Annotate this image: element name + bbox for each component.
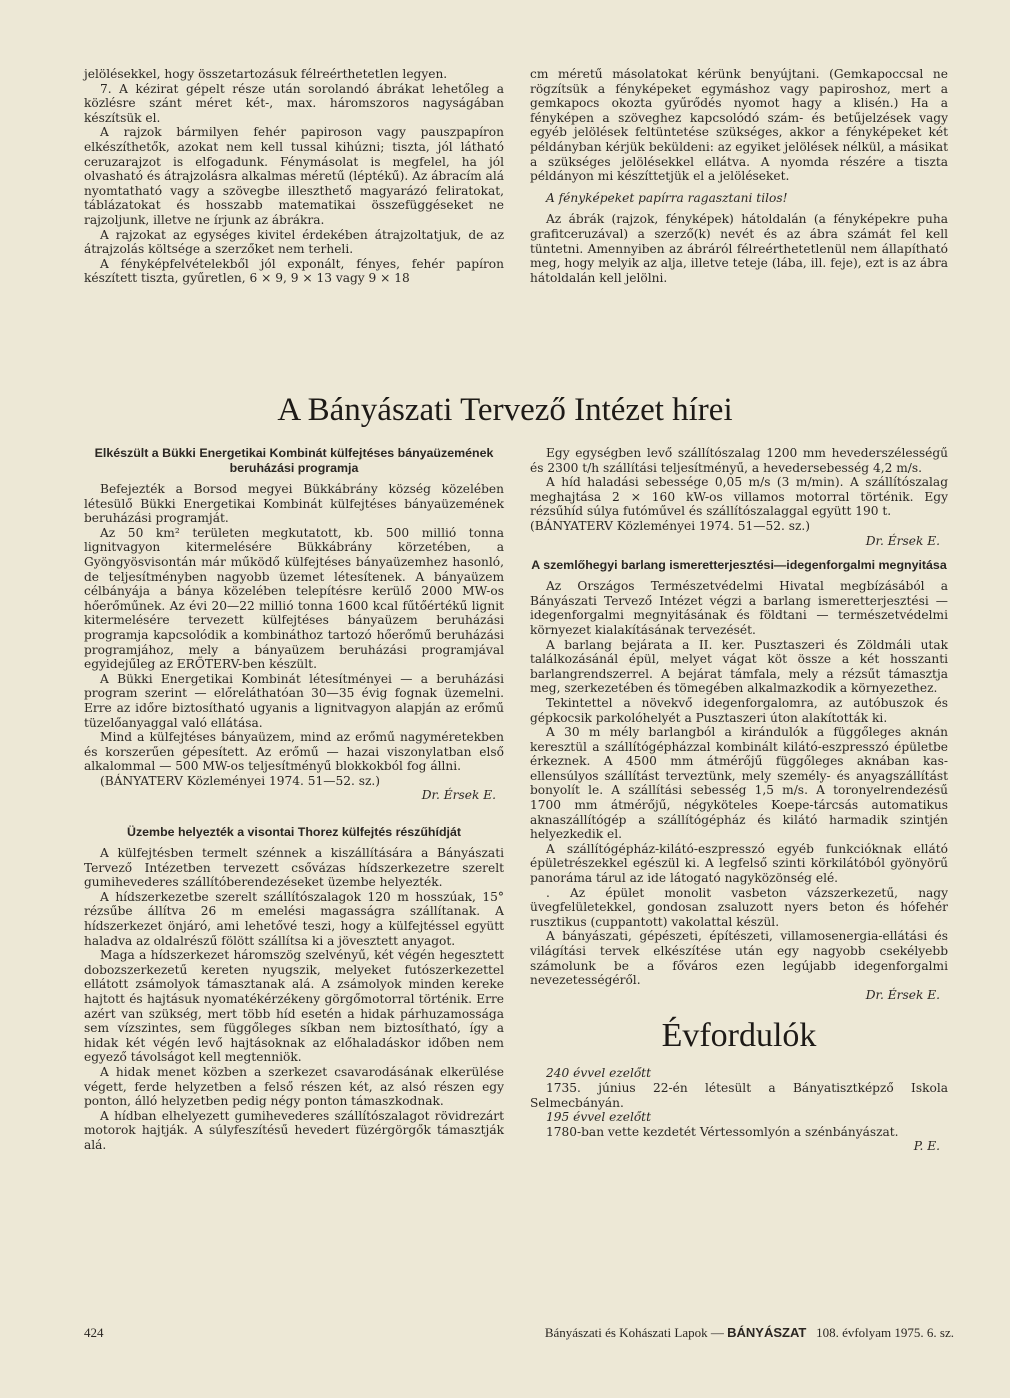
anniversaries-title: Évfordulók <box>661 1017 817 1055</box>
paragraph: A rajzokat az egységes kivitel érdekében átrajzoltatjuk, de az átrajzolás költsége a szerzőket nem terheli. <box>84 227 504 257</box>
anniversary-ago: 240 évvel ezelőtt <box>546 1066 651 1081</box>
issue-info: 108. évfolyam 1975. 6. sz. <box>816 1325 954 1340</box>
top-left-column <box>84 67 504 286</box>
article-title: Elkészült a Bükki Energetikai Kombinát külfejtéses bányaüzemének beruházási programja <box>94 446 494 475</box>
paragraph: jelölésekkel, hogy összetartozásuk félreérthetetlen legyen. <box>84 67 448 81</box>
paragraph: Az Országos Természetvédelmi Hivatal megbízásából a Bányászati Tervező Intézet végzi a barlang ismeretterjesztési — idegenforgalmi megnyitásának és földtani — természetvédelmi környezet kialakításának tervezését. <box>530 579 948 637</box>
paragraph: Maga a hídszerkezet háromszög szelvényű, két végén hegesztett dobozszerkezetű kereten nyugszik, melyeket futószerkezettel ellátott zsámolyok támasztanak alá. A zsámolyok minden kereke hajtott és hajtásuk nyomatékérzékeny görgőmotorral történik. Erre azért van szükség, mert több híd esetén a hidak párhuzamossága sem vízszintes, sem függőleges síkban nem biztosítható, így a hidak két végén levő hajtásoknak az előhaladáskor időben nem egyező távolságot kell megtenniök. <box>84 948 504 1065</box>
signature: Dr. Érsek E. <box>865 533 940 548</box>
paragraph: A fényképfelvételekből jól exponált, fényes, fehér papíron készített tiszta, gyűretlen, 6 × 9, 9 × 13 vagy 9 × 18 <box>84 256 504 286</box>
paragraph: A Bükki Energetikai Kombinát létesítményei — a beruházási program szerint — előreláthatóan 30—35 évig fognak üzemelni. Erre az időre biztosítható ugyanis a lignitvagyon alapján az erőmű tüzelőanyaggal való ellátása. <box>84 671 504 730</box>
journal-name: Bányászati és Kohászati Lapok — <box>544 1325 724 1340</box>
article-title: A szemlőhegyi barlang ismeretterjesztési—idegenforgalmi megnyitása <box>531 558 947 573</box>
section-title: A Bányászati Tervező Intézet hírei <box>277 392 733 428</box>
signature: Dr. Érsek E. <box>865 987 940 1002</box>
paragraph: Az ábrák (rajzok, fényképek) hátoldalán (a fényképekre puha grafitceruzával) a szerző(k) nevét és az ábra számát fel kell tüntetni. Amennyiben az ábráról félreérthetetlenül nem állapítható meg, hogy melyik az alja, illetve teteje (lába, ill. feje), ezt is az ábra hátoldalán kell jelölni. <box>530 212 948 285</box>
paragraph: (BÁNYATERV Közleményei 1974. 51—52. sz.) <box>100 773 381 788</box>
paragraph: Tekintettel a növekvő idegenforgalomra, az autóbuszok és gépkocsik parkolóhelyét a Pusztaszeri úton alakították ki. <box>530 695 948 725</box>
paragraph: Mind a külfejtéses bányaüzem, mind az erőmű nagyméretekben és korszerűen gépesített. Az erőmű — hazai viszonylatban első alkalommal — 500 MW-os teljesítményű blokkokból fog állni. <box>84 730 504 774</box>
article-thorez <box>84 825 504 1152</box>
paragraph: A hidak menet közben a szerkezet csavarodásának elkerülése végett, ferde helyzetben a felső részen két, az alsó részen egy ponton, álló helyzetben pedig négy ponton támaszkodnak. <box>84 1064 504 1109</box>
paragraph: Befejezték a Borsod megyei Bükkábrány község közelében létesülő Bükki Energetikai Kombinát külfejtéses bányaüzemének beruházási programját. <box>84 482 504 526</box>
top-right-column <box>530 67 948 285</box>
article-title: Üzembe helyezték a visontai Thorez külfejtés részűhídját <box>127 825 461 840</box>
paragraph: A barlang bejárata a II. ker. Pusztaszeri és Zöldmáli utak találkozásánál épül, melyet vágat köt össze a két hosszanti barlangrendszerrel. A bejárat támfala, mely a rézsűt támasztja meg, szerkezetében és tömegében alkalmazkodik a környezethez. <box>530 637 948 696</box>
anniversary-text: 1735. június 22-én létesült a Bányatisztképző Iskola Selmecbányán. <box>530 1080 948 1110</box>
article-bukki <box>84 446 504 803</box>
journal-info <box>545 1324 954 1342</box>
paragraph: A rajzok bármilyen fehér papiroson vagy pauszpapíron elkészíthetők, azokat nem kell tussal kihúzni; tiszta, jól látható ceruzarajzot is elfogadunk. Fénymásolat is megfelel, ha jól olvasható és átrajzolásra alkalmas méretű (léptékű). Az ábracím alá nyomtatható vagy a szövegbe illeszthető magyarázó feliratokat, táblázatokat és hosszabb matematikai összefüggéseket ne rajzoljunk, illetve ne írjunk az ábrákra. <box>84 125 504 227</box>
paragraph: A szállítógépház-kilátó-eszpresszó egyéb funkcióknak ellátó épületrészekkel egészül ki. A legfelső szinti körkilátóból gyönyörű panoráma tárul az ide látogató nagyközönség elé. <box>530 841 948 886</box>
paragraph: cm méretű másolatokat kérünk benyújtani. (Gemkapoccsal ne rögzítsük a fényképeket egymáshoz vagy papiroshoz, mert a gemkapocs okozta gyűrődés nyomot hagy a klisén.) Ha a fényképen a szöveghez kapcsolódó szám- és betűjelzések vagy egyéb jelölések feltüntetése szükséges, akkor a fényképeket két példányban kérjük beküldeni: az egyiket jelölések nélkül, a másikat a szükséges jelölésekkel ellátva. A nyomda részére a tiszta példányon mi készíttetjük el a jelöléseket. <box>530 67 948 184</box>
signature: Dr. Érsek E. <box>421 788 496 803</box>
paragraph: A híd haladási sebessége 0,05 m/s (3 m/min). A szállítószalag meghajtása 2 × 160 kW-os villamos motorral történik. Egy rézsűhíd súlya futóművel és szállítószalaggal együtt 190 t. <box>530 475 948 519</box>
signature: P. E. <box>913 1139 940 1154</box>
paragraph: Egy egységben levő szállítószalag 1200 mm hevederszélességű és 2300 t/h szállítási teljesítményű, a hevedersebesség 4,2 m/s. <box>530 446 948 475</box>
paragraph: A hídszerkezetbe szerelt szállítószalagok 120 m hosszúak, 15° rézsűbe állítva 26 m emelési magasságra szállítanak. A hídszerkezet önjáró, ami lehetővé teszi, hogy a külfejtéssel együtt haladva az oldalrészű fölött szállítsa ki a jövesztett anyagot. <box>84 889 504 948</box>
bottom-left-column <box>84 446 504 1153</box>
journal-name-bold: BÁNYÁSZAT <box>727 1325 807 1340</box>
anniversary-ago: 195 évvel ezelőtt <box>546 1110 651 1125</box>
paragraph: A fényképeket papírra ragasztani tilos! <box>546 190 788 205</box>
paragraph: A bányászati, gépészeti, építészeti, villamosenergia-ellátási és világítási tervek elkészítése után egy nagyobb csekélyebb számolunk be a főváros ezen legújabb idegenforgalmi nevezetességéről. <box>530 929 948 988</box>
paragraph: A 30 m mély barlangból a kirándulók a függőleges aknán keresztül a szállítógépházzal kombinált kilátó-eszpresszó épületbe érkeznek. A 4500 mm átmérőjű függőleges aknában kas-ellensúlyos szállítást terveztünk, mely személy- és anyagszállítást bonyolít le. A szállítási sebesség 1,5 m/s. A toronyelrendezésű 1700 mm átmérőjű, négyköteles Koepe-tárcsás automatikus aknaszállítógép a szállítógépház és kilátó harmadik szintjén helyezkedik el. <box>530 725 948 842</box>
paragraph: A hídban elhelyezett gumihevederes szállítószalagot rövidrezárt motorok hajtják. A súlyfeszítésű hevedert füzérgörgők támasztják alá. <box>84 1108 504 1152</box>
paragraph: (BÁNYATERV Közleményei 1974. 51—52. sz.) <box>530 518 811 533</box>
bottom-right-column <box>530 446 948 1154</box>
paragraph: Az 50 km² területen megkutatott, kb. 500 millió tonna lignitvagyon kitermelésére Bükkábrány körzetében, a Gyöngyösvisontán már működő külfejtéses bányaüzemhez hasonló, de teljesítményben nagyobb üzemet létesítenek. A bányaüzem célbányája a bánya közelében telepítésre kerülő 2000 MW-os hőerőműnek. Az évi 20—22 millió tonna 1600 kcal fűtőértékű lignit kitermelésére tervezett külfejtéses bányaüzem beruházási programja kapcsolódik a kombináthoz tartozó hőerőmű beruházási programjához, mely a bányaüzem beruházási programjával egyidejűleg az ERŐTERV-ben készült. <box>84 525 504 672</box>
anniversaries-section <box>530 1016 948 1154</box>
article-thorez-continued <box>530 446 948 548</box>
paragraph: A külfejtésben termelt szénnek a kiszállítására a Bányászati Tervező Intézetben tervezett csővázas hídszerkezetre szerelt gumihevederes szállítóberendezéseket üzembe helyezték. <box>84 846 504 890</box>
page-number: 424 <box>84 1325 104 1340</box>
article-szemlohegy <box>530 558 948 1002</box>
paragraph: . Az épület monolit vasbeton vázszerkezetű, nagy üvegfelületekkel, gondosan zsaluzott nyers beton és hófehér rusztikus (cuppantott) vakolattal készül. <box>530 885 948 929</box>
paragraph: 7. A kézirat gépelt része után sorolandó ábrákat lehetőleg a közlésre szánt méret két-, max. háromszoros nagyságában készítsük el. <box>84 81 504 125</box>
anniversary-text: 1780-ban vette kezdetét Vértessomlyón a szénbányászat. <box>546 1124 899 1139</box>
